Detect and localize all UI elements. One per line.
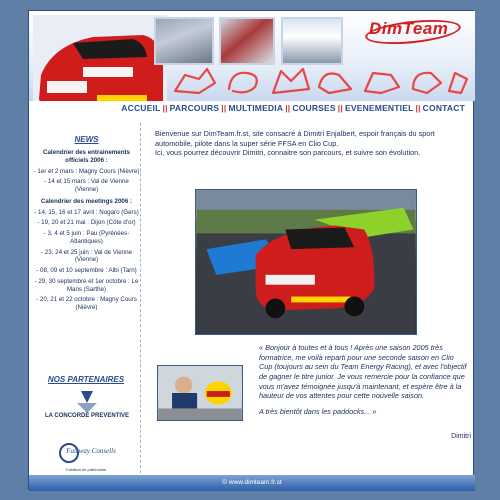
nav-item-parcours[interactable]: PARCOURS [169, 103, 220, 113]
nav-separator: || [285, 103, 291, 113]
partner1-name: LA CONCORDE PREVENTIVE [44, 413, 130, 419]
partner-logo-fairway[interactable] [55, 441, 117, 475]
meetings-title: Calendrier des meetings 2006 : [40, 197, 133, 205]
intro-text [155, 129, 471, 158]
intro-line-2: Ici, vous pourrez découvrir Dimitri, connaitre son parcours, et suivre son évolution. [155, 148, 421, 158]
nav-item-evenementiel[interactable]: EVENEMENTIEL [344, 103, 414, 113]
nav-item-contact[interactable]: CONTACT [422, 103, 465, 113]
meeting-item: - 23, 24 et 25 juin : Val de Vienne (Vienne) [41, 248, 132, 264]
footer[interactable]: © www.dimteam.fr.st [29, 475, 475, 491]
nav-separator: || [221, 103, 227, 113]
news-heading: NEWS [74, 135, 99, 144]
partner2-name: Fairway Consells [66, 447, 116, 455]
trainings-title: Calendrier des entrainements officiels 2006 : [43, 149, 130, 164]
site-logo[interactable]: DimTeam [369, 19, 449, 38]
track-outlines-decoration [169, 63, 469, 97]
nav-item-multimedia[interactable]: MULTIMEDIA [228, 103, 284, 113]
sidebar [33, 123, 141, 473]
quote-paragraph-1: « Bonjour à toutes et à tous ! Après une saison 2005 très formatrice, me voilà reparti pour une seconde saison en Clio Cup (toujours au sein du Team Energy Racing), et avec l'objectif de gagner le titre junior. Je vous remercie pour la confiance que vous m'avez témoignée jusqu'à maintenant, et espère être à la hauteur de vos attentes pour cette nouvelle saison. [259, 343, 467, 401]
partners-heading: NOS PARTENAIRES [47, 375, 125, 384]
meeting-item: - 08, 09 et 10 septembre : Albi (Tarn) [36, 267, 137, 274]
hero-car-image [33, 15, 167, 101]
intro-line-1: Bienvenue sur DimTeam.fr.st, site consacré à Dimitri Enjalbert, espoir français du sport automobile, pilote dans la super série FFSA en Clio Cup. [155, 129, 435, 148]
training-item: - 1er et 2 mars : Magny Cours (Nièvre) [33, 167, 140, 175]
site-header [29, 11, 475, 101]
header-photo-3 [281, 17, 343, 65]
nav-item-accueil[interactable]: ACCUEIL [121, 103, 161, 113]
main-nav [29, 103, 475, 121]
nav-item-courses[interactable]: COURSES [292, 103, 336, 113]
driver-quote [259, 343, 467, 422]
main-content [155, 129, 471, 475]
nav-separator: || [337, 103, 343, 113]
training-item: - 14 et 15 mars : Val de Vienne (Vienne) [44, 178, 129, 193]
meeting-item: - 20, 21 et 22 octobre : Magny Cours (Nièvre) [36, 296, 137, 311]
driver-photo[interactable] [157, 365, 243, 421]
nav-separator: || [162, 103, 168, 113]
meeting-item: - 29, 30 septembre et 1er octobre : Le Mans (Sarthe) [34, 277, 139, 293]
meeting-item: - 19, 20 et 21 mai : Dijon (Côte d'or) [37, 219, 136, 227]
header-photo-1 [154, 17, 214, 65]
meeting-item: - 3, 4 et 5 juin : Pau (Pyrénées-Atlantiques) [43, 230, 130, 245]
page-frame [28, 10, 474, 490]
partner-logo-concorde[interactable] [41, 389, 133, 419]
partner2-tagline: Création de patrimoine [65, 467, 107, 472]
header-photo-2 [219, 17, 275, 65]
nav-separator: || [415, 103, 421, 113]
quote-paragraph-2: A très bientôt dans les paddocks... » [259, 406, 377, 416]
race-photo[interactable] [195, 189, 417, 335]
signature: Dimitri [451, 433, 471, 440]
meeting-item: - 14, 15, 16 et 17 avril : Nogaro (Gers) [34, 208, 139, 216]
